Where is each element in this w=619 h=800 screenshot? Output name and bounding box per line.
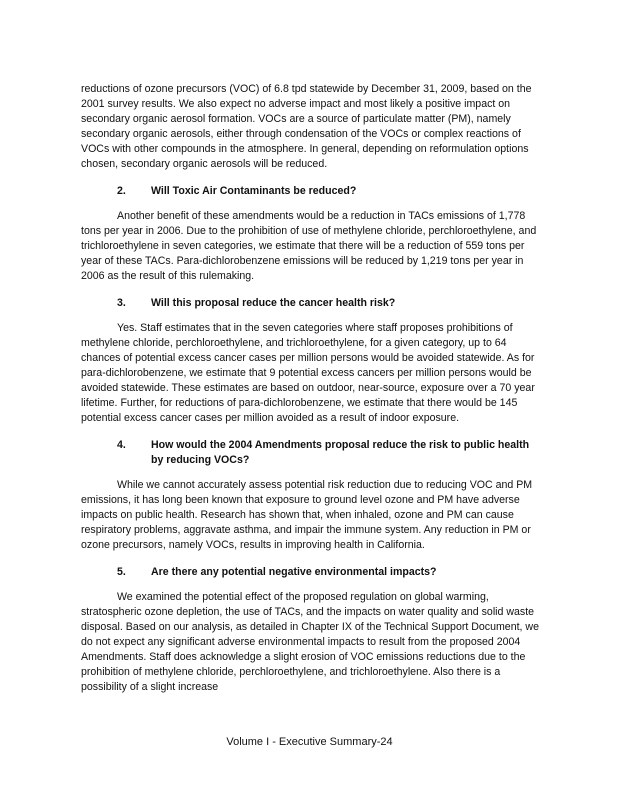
section-3-heading	[81, 296, 539, 311]
section-2-title: Will Toxic Air Contaminants be reduced?	[151, 185, 357, 197]
section-2-body: Another benefit of these amendments would be a reduction in TACs emissions of 1,778 tons per year in 2006. Due to the prohibition of use of methylene chloride, perchloroethylene, and trichloroethylene in seven categories, we estimate that there will be a reduction of 559 tons per year of these TACs. Para-dichlorobenzene emissions will be reduced by 1,219 tons per year in 2006 as the result of this rulemaking.	[81, 210, 537, 282]
section-5-number: 5.	[117, 566, 126, 578]
section-4-heading	[81, 438, 539, 468]
intro-paragraph: reductions of ozone precursors (VOC) of 6.8 tpd statewide by December 31, 2009, based on the 2001 survey results. We also expect no adverse impact and most likely a positive impact on secondary organic aerosol formation. VOCs are a source of particulate matter (PM), namely secondary organic aerosols, either through condensation of the VOCs or complex reactions of VOCs with other compounds in the atmosphere. In general, depending on reformulation options chosen, secondary organic aerosols will be reduced.	[81, 83, 532, 170]
section-5-body: We examined the potential effect of the proposed regulation on global warming, stratospheric ozone depletion, the use of TACs, and the impacts on water quality and solid waste disposal. Based on our analysis, as detailed in Chapter IX of the Technical Support Document, we do not expect any significant adverse environmental impacts to result from the proposed 2004 Amendments. Staff does acknowledge a slight erosion of VOC emissions reductions due to the prohibition of methylene chloride, perchloroethylene, and trichloroethylene. Also there is a possibility of a slight increase	[81, 591, 539, 693]
section-4-title: How would the 2004 Amendments proposal reduce the risk to public health by reducing VOCs?	[151, 439, 530, 466]
document-body	[81, 82, 539, 695]
section-3-number: 3.	[117, 297, 126, 309]
section-5-heading	[81, 565, 539, 580]
section-4-number: 4.	[117, 439, 126, 451]
section-4-body: While we cannot accurately assess potential risk reduction due to reducing VOC and PM emissions, it has long been known that exposure to ground level ozone and PM have adverse impacts on public health. Research has shown that, when inhaled, ozone and PM can cause respiratory problems, aggravate asthma, and impair the immune system. Any reduction in PM or ozone precursors, namely VOCs, results in improving health in California.	[81, 479, 533, 551]
section-2-heading	[81, 184, 539, 199]
page-footer: Volume I - Executive Summary-24	[226, 736, 393, 748]
section-5-title: Are there any potential negative environmental impacts?	[151, 566, 437, 578]
section-3-body: Yes. Staff estimates that in the seven categories where staff proposes prohibitions of methylene chloride, perchloroethylene, and trichloroethylene, for a given category, up to 64 chances of potential excess cancer cases per million persons would be avoided statewide. As for para-dichlorobenzene, we estimate that 9 potential excess cancers per million persons would be avoided statewide. These estimates are based on outdoor, near-source, exposure over a 70 year lifetime. Further, for reductions of para-dichlorobenzene, we estimate that there would be 145 potential excess cancer cases per million avoided as a result of indoor exposure.	[81, 322, 535, 424]
section-2-number: 2.	[117, 185, 126, 197]
section-3-title: Will this proposal reduce the cancer health risk?	[151, 297, 396, 309]
